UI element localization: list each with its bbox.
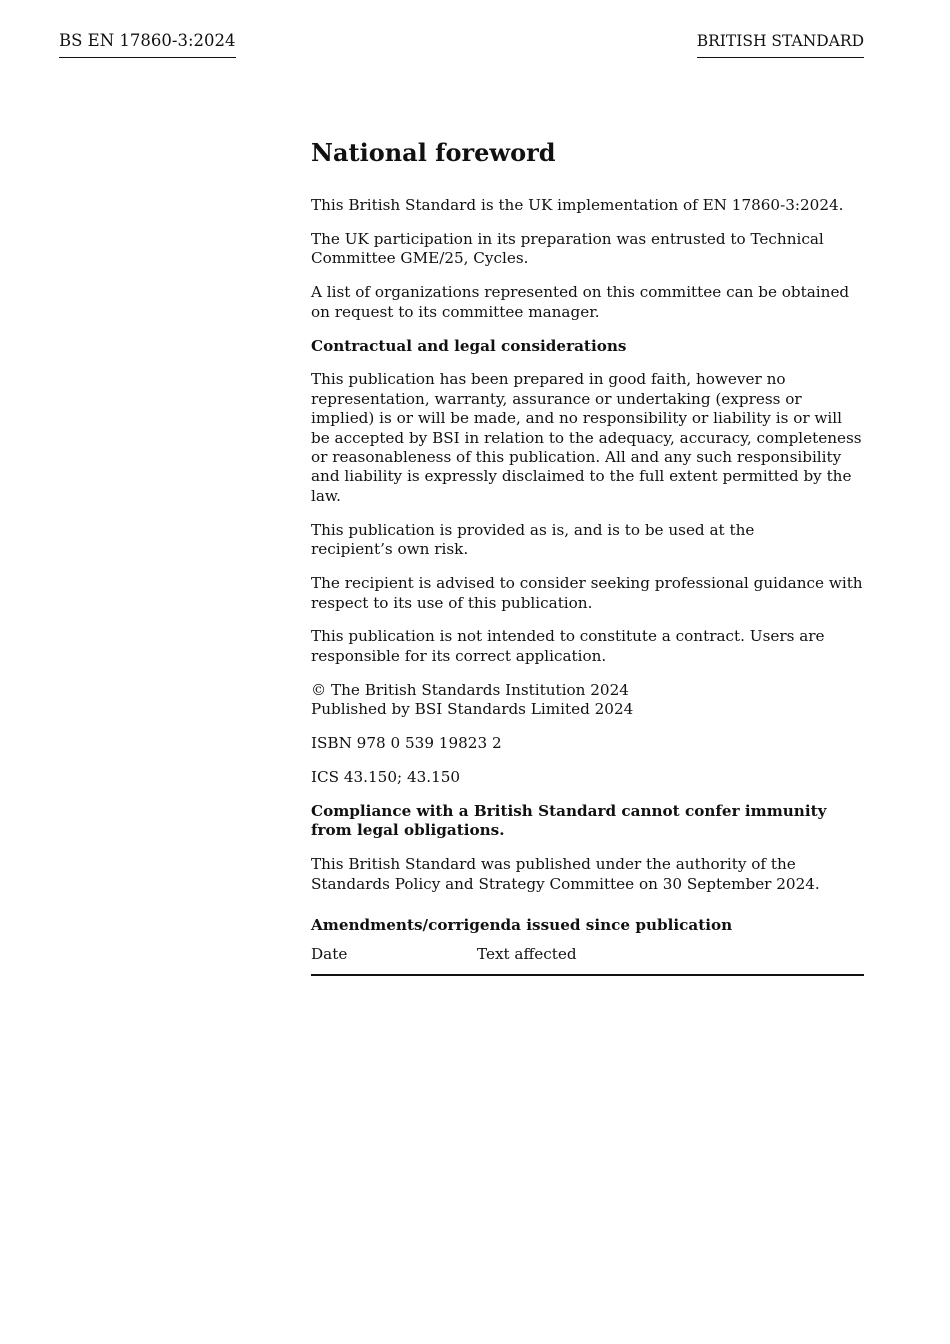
legal-considerations-heading: Contractual and legal considerations	[311, 336, 627, 355]
copyright-line: © The British Standards Institution 2024	[311, 680, 629, 699]
standard-type-header: BRITISH STANDARD	[697, 30, 864, 58]
amendments-heading: Amendments/corrigenda issued since publication	[311, 915, 733, 934]
amendments-table	[311, 945, 864, 975]
committee-list-paragraph: A list of organizations represented on this committee can be obtained on request to its committee manager.	[311, 283, 850, 321]
amendments-header-row	[311, 945, 864, 974]
authority-paragraph: This British Standard was published under the authority of the Standards Policy and Strategy Committee on 30 September 2024.	[311, 855, 820, 893]
copyright-block	[311, 681, 864, 720]
ics-line: ICS 43.150; 43.150	[311, 767, 461, 786]
isbn-line: ISBN 978 0 539 19823 2	[311, 734, 502, 753]
compliance-statement: Compliance with a British Standard cannot confer immunity from legal obligations.	[311, 801, 827, 840]
implementation-paragraph: This British Standard is the UK implementation of EN 17860-3:2024.	[311, 196, 844, 214]
page-title: National foreword	[311, 138, 556, 167]
text-affected-column-header: Text affected	[477, 945, 577, 964]
publisher-line: Published by BSI Standards Limited 2024	[311, 700, 634, 719]
national-foreword-section	[311, 137, 864, 976]
contract-paragraph: This publication is not intended to constitute a contract. Users are responsible for its correct application.	[311, 627, 825, 665]
good-faith-paragraph: This publication has been prepared in good faith, however no representation, warranty, assurance or undertaking (express or implied) is or will be made, and no responsibility or liability is or will be accepted by BSI in relation to the adequacy, accuracy, completeness or reasonableness of this publication. All and any such responsibility and liability is expressly disclaimed to the full extent permitted by the law.	[311, 370, 862, 505]
guidance-paragraph: The recipient is advised to consider seeking professional guidance with respect to its use of this publication.	[311, 574, 863, 612]
participation-paragraph: The UK participation in its preparation was entrusted to Technical Committee GME/25, Cycles.	[311, 229, 824, 268]
date-column-header: Date	[311, 945, 348, 964]
as-is-paragraph	[311, 521, 864, 560]
standard-number-header: BS EN 17860-3:2024	[59, 30, 236, 58]
as-is-line-2: recipient’s own risk.	[311, 540, 469, 559]
as-is-line-1: This publication is provided as is, and is to be used at the	[311, 520, 755, 539]
